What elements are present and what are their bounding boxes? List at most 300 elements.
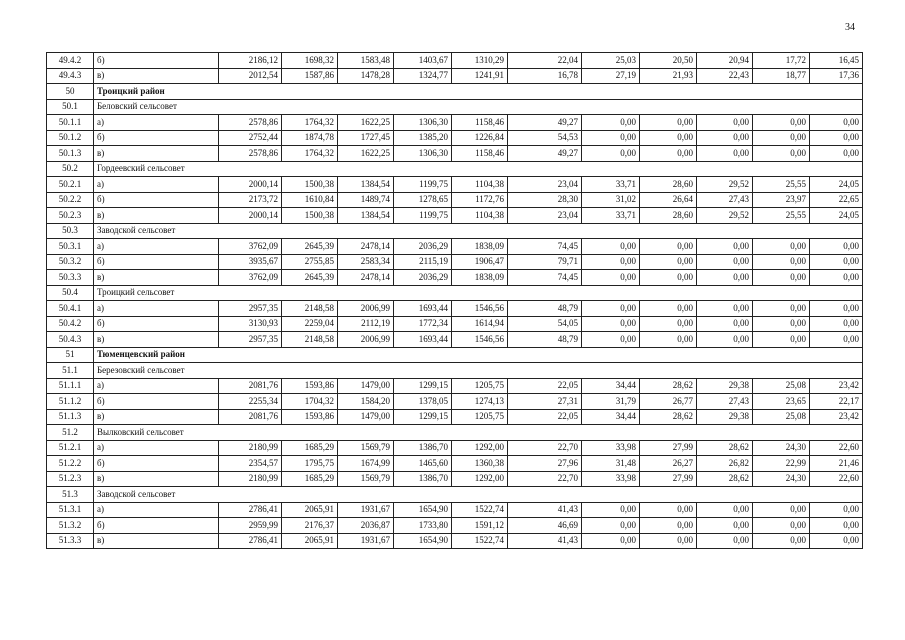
settlement-title: Беловский сельсовет — [94, 99, 863, 115]
value-cell: 0,00 — [810, 270, 863, 286]
value-cell: 2180,99 — [219, 471, 282, 487]
value-cell: 23,42 — [810, 378, 863, 394]
value-cell: 2065,91 — [282, 502, 338, 518]
value-cell: 2036,29 — [394, 239, 452, 255]
value-cell: 1241,91 — [452, 68, 508, 84]
page-number: 34 — [845, 22, 855, 33]
value-cell: 2176,37 — [282, 518, 338, 534]
table-row — [47, 239, 863, 255]
value-cell: 28,60 — [640, 177, 697, 193]
value-cell: 1299,15 — [394, 378, 452, 394]
value-cell: 28,62 — [697, 471, 753, 487]
value-cell: 0,00 — [697, 301, 753, 317]
value-cell: 1205,75 — [452, 409, 508, 425]
value-cell: 0,00 — [640, 332, 697, 348]
value-cell: 0,00 — [697, 146, 753, 162]
value-cell: 1199,75 — [394, 177, 452, 193]
value-cell: 27,43 — [697, 192, 753, 208]
value-cell: 2752,44 — [219, 130, 282, 146]
row-label: б) — [94, 518, 219, 534]
value-cell: 0,00 — [582, 518, 640, 534]
settlement-title: Гордеевский сельсовет — [94, 161, 863, 177]
value-cell: 22,17 — [810, 394, 863, 410]
row-code: 49.4.3 — [47, 68, 94, 84]
district-header-row — [47, 347, 863, 363]
row-label: б) — [94, 192, 219, 208]
row-code: 50.3.1 — [47, 239, 94, 255]
value-cell: 23,04 — [508, 177, 582, 193]
row-code: 51.3.1 — [47, 502, 94, 518]
value-cell: 1465,60 — [394, 456, 452, 472]
value-cell: 26,82 — [697, 456, 753, 472]
value-cell: 1727,45 — [338, 130, 394, 146]
value-cell: 2081,76 — [219, 409, 282, 425]
value-cell: 1622,25 — [338, 146, 394, 162]
value-cell: 0,00 — [640, 239, 697, 255]
row-code: 50.2.2 — [47, 192, 94, 208]
value-cell: 1587,86 — [282, 68, 338, 84]
value-cell: 1310,29 — [452, 53, 508, 69]
value-cell: 2036,29 — [394, 270, 452, 286]
value-cell: 1479,00 — [338, 409, 394, 425]
value-cell: 2186,12 — [219, 53, 282, 69]
value-cell: 27,31 — [508, 394, 582, 410]
value-cell: 0,00 — [640, 518, 697, 534]
table-row — [47, 456, 863, 472]
row-code: 51.2.3 — [47, 471, 94, 487]
value-cell: 0,00 — [753, 270, 810, 286]
row-label: в) — [94, 270, 219, 286]
row-code: 50.2.1 — [47, 177, 94, 193]
value-cell: 54,05 — [508, 316, 582, 332]
value-cell: 29,52 — [697, 177, 753, 193]
row-code: 51.1.2 — [47, 394, 94, 410]
value-cell: 28,62 — [640, 409, 697, 425]
group-header-row — [47, 99, 863, 115]
value-cell: 1593,86 — [282, 409, 338, 425]
row-label: в) — [94, 208, 219, 224]
row-code: 50.1.3 — [47, 146, 94, 162]
value-cell: 1104,38 — [452, 177, 508, 193]
value-cell: 1593,86 — [282, 378, 338, 394]
row-label: б) — [94, 53, 219, 69]
value-cell: 24,05 — [810, 208, 863, 224]
table-row — [47, 146, 863, 162]
value-cell: 0,00 — [582, 254, 640, 270]
value-cell: 0,00 — [810, 316, 863, 332]
value-cell: 28,30 — [508, 192, 582, 208]
value-cell: 2583,34 — [338, 254, 394, 270]
value-cell: 1795,75 — [282, 456, 338, 472]
row-label: б) — [94, 130, 219, 146]
value-cell: 1384,54 — [338, 177, 394, 193]
value-cell: 26,64 — [640, 192, 697, 208]
value-cell: 1104,38 — [452, 208, 508, 224]
row-code: 50.3.2 — [47, 254, 94, 270]
value-cell: 2006,99 — [338, 332, 394, 348]
settlement-title: Заводской сельсовет — [94, 487, 863, 503]
row-label: б) — [94, 394, 219, 410]
value-cell: 0,00 — [582, 115, 640, 131]
row-code: 50.4 — [47, 285, 94, 301]
value-cell: 34,44 — [582, 378, 640, 394]
value-cell: 1274,13 — [452, 394, 508, 410]
value-cell: 2354,57 — [219, 456, 282, 472]
value-cell: 1685,29 — [282, 471, 338, 487]
value-cell: 22,99 — [753, 456, 810, 472]
table-row — [47, 394, 863, 410]
value-cell: 27,99 — [640, 440, 697, 456]
value-cell: 1292,00 — [452, 471, 508, 487]
table-row — [47, 53, 863, 69]
value-cell: 1172,76 — [452, 192, 508, 208]
value-cell: 2259,04 — [282, 316, 338, 332]
value-cell: 0,00 — [753, 502, 810, 518]
value-cell: 1205,75 — [452, 378, 508, 394]
row-code: 50.1.1 — [47, 115, 94, 131]
table-row — [47, 533, 863, 549]
value-cell: 25,08 — [753, 378, 810, 394]
value-cell: 1384,54 — [338, 208, 394, 224]
value-cell: 0,00 — [810, 115, 863, 131]
value-cell: 24,30 — [753, 471, 810, 487]
value-cell: 21,93 — [640, 68, 697, 84]
row-code: 51.1.3 — [47, 409, 94, 425]
value-cell: 16,45 — [810, 53, 863, 69]
table-row — [47, 440, 863, 456]
value-cell: 2578,86 — [219, 115, 282, 131]
table-row — [47, 518, 863, 534]
value-cell: 0,00 — [753, 146, 810, 162]
value-cell: 1292,00 — [452, 440, 508, 456]
value-cell: 22,70 — [508, 440, 582, 456]
value-cell: 2148,58 — [282, 332, 338, 348]
value-cell: 0,00 — [697, 254, 753, 270]
settlement-title: Березовский сельсовет — [94, 363, 863, 379]
value-cell: 0,00 — [810, 146, 863, 162]
value-cell: 28,62 — [640, 378, 697, 394]
row-code: 49.4.2 — [47, 53, 94, 69]
row-label: в) — [94, 471, 219, 487]
value-cell: 2645,39 — [282, 270, 338, 286]
value-cell: 29,52 — [697, 208, 753, 224]
value-cell: 23,97 — [753, 192, 810, 208]
value-cell: 2036,87 — [338, 518, 394, 534]
value-cell: 2957,35 — [219, 332, 282, 348]
row-label: а) — [94, 301, 219, 317]
district-header-row — [47, 84, 863, 100]
value-cell: 1838,09 — [452, 239, 508, 255]
value-cell: 33,71 — [582, 208, 640, 224]
value-cell: 0,00 — [582, 301, 640, 317]
value-cell: 2000,14 — [219, 208, 282, 224]
value-cell: 1654,90 — [394, 502, 452, 518]
row-code: 50.4.2 — [47, 316, 94, 332]
value-cell: 1838,09 — [452, 270, 508, 286]
value-cell: 1522,74 — [452, 502, 508, 518]
value-cell: 1324,77 — [394, 68, 452, 84]
district-title: Тюменцевский район — [94, 347, 863, 363]
row-code: 50 — [47, 84, 94, 100]
value-cell: 1569,79 — [338, 471, 394, 487]
value-cell: 2755,85 — [282, 254, 338, 270]
row-label: в) — [94, 68, 219, 84]
value-cell: 0,00 — [582, 270, 640, 286]
value-cell: 21,46 — [810, 456, 863, 472]
row-code: 50.4.3 — [47, 332, 94, 348]
value-cell: 1698,32 — [282, 53, 338, 69]
value-cell: 23,65 — [753, 394, 810, 410]
value-cell: 0,00 — [582, 502, 640, 518]
value-cell: 28,60 — [640, 208, 697, 224]
row-code: 51.3 — [47, 487, 94, 503]
value-cell: 1591,12 — [452, 518, 508, 534]
value-cell: 1931,67 — [338, 502, 394, 518]
value-cell: 31,48 — [582, 456, 640, 472]
row-label: в) — [94, 533, 219, 549]
table-row — [47, 130, 863, 146]
value-cell: 1546,56 — [452, 332, 508, 348]
group-header-row — [47, 425, 863, 441]
value-cell: 1906,47 — [452, 254, 508, 270]
value-cell: 16,78 — [508, 68, 582, 84]
value-cell: 0,00 — [753, 301, 810, 317]
value-cell: 0,00 — [753, 533, 810, 549]
value-cell: 33,98 — [582, 440, 640, 456]
group-header-row — [47, 363, 863, 379]
value-cell: 54,53 — [508, 130, 582, 146]
value-cell: 2065,91 — [282, 533, 338, 549]
value-cell: 1158,46 — [452, 115, 508, 131]
value-cell: 18,77 — [753, 68, 810, 84]
value-cell: 2148,58 — [282, 301, 338, 317]
table-row — [47, 316, 863, 332]
table-body — [47, 53, 863, 549]
settlement-title: Заводской сельсовет — [94, 223, 863, 239]
value-cell: 0,00 — [582, 130, 640, 146]
value-cell: 25,55 — [753, 177, 810, 193]
value-cell: 1693,44 — [394, 332, 452, 348]
value-cell: 1360,38 — [452, 456, 508, 472]
table-row — [47, 409, 863, 425]
value-cell: 0,00 — [582, 332, 640, 348]
table-row — [47, 177, 863, 193]
value-cell: 0,00 — [753, 332, 810, 348]
value-cell: 0,00 — [640, 146, 697, 162]
value-cell: 24,30 — [753, 440, 810, 456]
value-cell: 1610,84 — [282, 192, 338, 208]
value-cell: 1674,99 — [338, 456, 394, 472]
row-label: в) — [94, 409, 219, 425]
table-row — [47, 68, 863, 84]
value-cell: 3935,67 — [219, 254, 282, 270]
value-cell: 74,45 — [508, 239, 582, 255]
table-row — [47, 471, 863, 487]
table-row — [47, 254, 863, 270]
row-code: 51.1.1 — [47, 378, 94, 394]
value-cell: 1654,90 — [394, 533, 452, 549]
value-cell: 26,77 — [640, 394, 697, 410]
row-code: 50.3.3 — [47, 270, 94, 286]
value-cell: 22,05 — [508, 409, 582, 425]
value-cell: 0,00 — [753, 316, 810, 332]
value-cell: 2115,19 — [394, 254, 452, 270]
group-header-row — [47, 285, 863, 301]
value-cell: 3762,09 — [219, 239, 282, 255]
row-code: 51.3.2 — [47, 518, 94, 534]
value-cell: 0,00 — [697, 115, 753, 131]
value-cell: 0,00 — [582, 533, 640, 549]
settlement-title: Троицкий сельсовет — [94, 285, 863, 301]
value-cell: 1685,29 — [282, 440, 338, 456]
group-header-row — [47, 223, 863, 239]
row-code: 50.3 — [47, 223, 94, 239]
value-cell: 22,05 — [508, 378, 582, 394]
value-cell: 24,05 — [810, 177, 863, 193]
value-cell: 0,00 — [810, 130, 863, 146]
value-cell: 23,42 — [810, 409, 863, 425]
value-cell: 79,71 — [508, 254, 582, 270]
table-row — [47, 115, 863, 131]
value-cell: 0,00 — [640, 130, 697, 146]
value-cell: 27,96 — [508, 456, 582, 472]
value-cell: 1569,79 — [338, 440, 394, 456]
table-row — [47, 378, 863, 394]
value-cell: 0,00 — [697, 130, 753, 146]
value-cell: 1500,38 — [282, 208, 338, 224]
value-cell: 2081,76 — [219, 378, 282, 394]
value-cell: 1764,32 — [282, 146, 338, 162]
row-label: а) — [94, 440, 219, 456]
table-row — [47, 301, 863, 317]
value-cell: 46,69 — [508, 518, 582, 534]
value-cell: 0,00 — [753, 115, 810, 131]
value-cell: 0,00 — [697, 518, 753, 534]
row-label: а) — [94, 502, 219, 518]
value-cell: 22,65 — [810, 192, 863, 208]
value-cell: 0,00 — [810, 254, 863, 270]
table-row — [47, 270, 863, 286]
value-cell: 48,79 — [508, 301, 582, 317]
value-cell: 3762,09 — [219, 270, 282, 286]
value-cell: 2786,41 — [219, 533, 282, 549]
value-cell: 2012,54 — [219, 68, 282, 84]
value-cell: 1704,32 — [282, 394, 338, 410]
value-cell: 1199,75 — [394, 208, 452, 224]
value-cell: 1385,20 — [394, 130, 452, 146]
value-cell: 0,00 — [697, 270, 753, 286]
tariff-table — [46, 52, 863, 549]
value-cell: 1614,94 — [452, 316, 508, 332]
value-cell: 2255,34 — [219, 394, 282, 410]
value-cell: 1764,32 — [282, 115, 338, 131]
value-cell: 1931,67 — [338, 533, 394, 549]
value-cell: 0,00 — [810, 502, 863, 518]
value-cell: 0,00 — [582, 316, 640, 332]
value-cell: 0,00 — [582, 146, 640, 162]
value-cell: 28,62 — [697, 440, 753, 456]
value-cell: 1584,20 — [338, 394, 394, 410]
value-cell: 17,72 — [753, 53, 810, 69]
row-label: б) — [94, 316, 219, 332]
value-cell: 1403,67 — [394, 53, 452, 69]
row-label: а) — [94, 115, 219, 131]
row-code: 51.2 — [47, 425, 94, 441]
value-cell: 25,03 — [582, 53, 640, 69]
row-code: 51 — [47, 347, 94, 363]
value-cell: 0,00 — [640, 270, 697, 286]
row-label: б) — [94, 254, 219, 270]
value-cell: 2180,99 — [219, 440, 282, 456]
value-cell: 2578,86 — [219, 146, 282, 162]
value-cell: 1733,80 — [394, 518, 452, 534]
value-cell: 74,45 — [508, 270, 582, 286]
value-cell: 22,04 — [508, 53, 582, 69]
value-cell: 33,71 — [582, 177, 640, 193]
row-label: а) — [94, 177, 219, 193]
value-cell: 1386,70 — [394, 440, 452, 456]
group-header-row — [47, 161, 863, 177]
value-cell: 0,00 — [810, 332, 863, 348]
value-cell: 49,27 — [508, 146, 582, 162]
value-cell: 2957,35 — [219, 301, 282, 317]
row-code: 50.4.1 — [47, 301, 94, 317]
row-code: 50.2 — [47, 161, 94, 177]
value-cell: 0,00 — [640, 301, 697, 317]
value-cell: 31,02 — [582, 192, 640, 208]
value-cell: 0,00 — [810, 533, 863, 549]
value-cell: 49,27 — [508, 115, 582, 131]
value-cell: 1158,46 — [452, 146, 508, 162]
row-code: 51.1 — [47, 363, 94, 379]
value-cell: 25,55 — [753, 208, 810, 224]
value-cell: 20,50 — [640, 53, 697, 69]
value-cell: 2786,41 — [219, 502, 282, 518]
value-cell: 27,19 — [582, 68, 640, 84]
value-cell: 0,00 — [753, 130, 810, 146]
value-cell: 0,00 — [697, 239, 753, 255]
value-cell: 1299,15 — [394, 409, 452, 425]
value-cell: 1378,05 — [394, 394, 452, 410]
value-cell: 1622,25 — [338, 115, 394, 131]
row-code: 50.1.2 — [47, 130, 94, 146]
value-cell: 27,99 — [640, 471, 697, 487]
value-cell: 1500,38 — [282, 177, 338, 193]
value-cell: 0,00 — [582, 239, 640, 255]
row-label: в) — [94, 146, 219, 162]
row-code: 50.1 — [47, 99, 94, 115]
value-cell: 0,00 — [753, 518, 810, 534]
value-cell: 1546,56 — [452, 301, 508, 317]
value-cell: 0,00 — [697, 332, 753, 348]
value-cell: 1478,28 — [338, 68, 394, 84]
settlement-title: Вылковский сельсовет — [94, 425, 863, 441]
value-cell: 2645,39 — [282, 239, 338, 255]
row-label: в) — [94, 332, 219, 348]
value-cell: 1226,84 — [452, 130, 508, 146]
value-cell: 26,27 — [640, 456, 697, 472]
value-cell: 27,43 — [697, 394, 753, 410]
value-cell: 0,00 — [697, 502, 753, 518]
value-cell: 0,00 — [753, 239, 810, 255]
value-cell: 22,70 — [508, 471, 582, 487]
value-cell: 1278,65 — [394, 192, 452, 208]
value-cell: 2959,99 — [219, 518, 282, 534]
value-cell: 0,00 — [640, 316, 697, 332]
value-cell: 1583,48 — [338, 53, 394, 69]
value-cell: 1874,78 — [282, 130, 338, 146]
value-cell: 2006,99 — [338, 301, 394, 317]
